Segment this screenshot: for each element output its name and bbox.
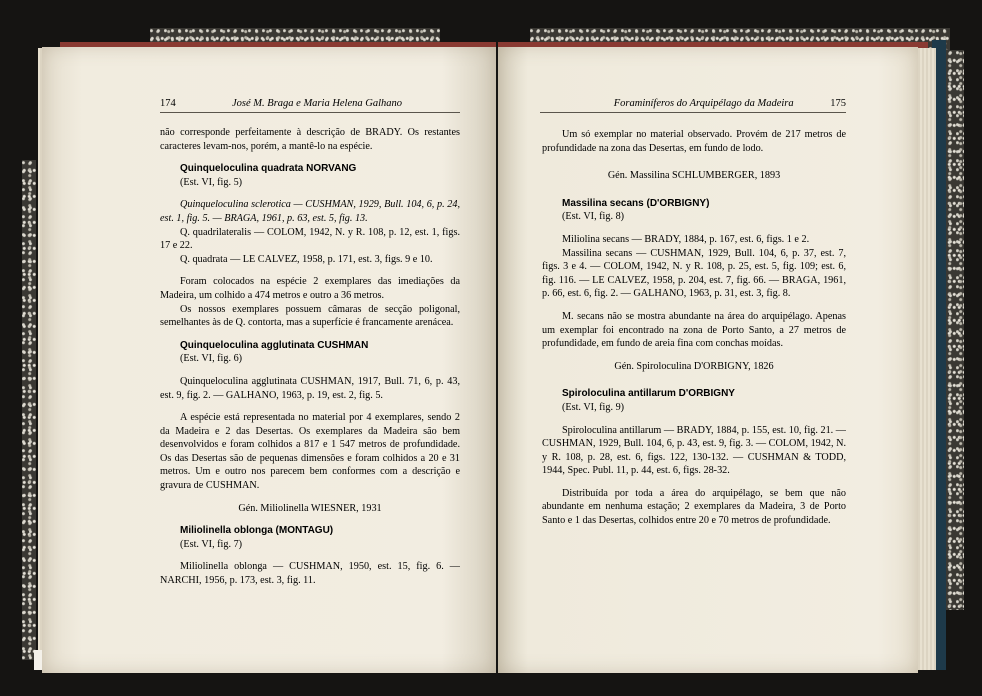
left-running-title: José M. Braga e Maria Helena Galhano <box>232 98 403 109</box>
taxon-heading: Spiroloculina antillarum D'ORBIGNY <box>562 388 735 400</box>
cover-left-board <box>22 160 36 660</box>
taxon-heading: Massilina secans (D'ORBIGNY) <box>562 197 710 209</box>
genus-heading: Gén. Spiroloculina D'ORBIGNY, 1826 <box>614 360 774 372</box>
taxon-heading: Miliolinella oblonga (MONTAGU) <box>180 525 334 537</box>
synonymy: Spiroloculina antillarum — BRADY, 1884, p. 155, est. 10, fig. 21. — CUSHMAN, 1929, Bull. 104, 6, p. 43, est. 9, fig. 3. — COLOM, 1942, N. y R. 108, p. 28, est. 6, figs. 122, 130-132. — CUSHMAN & TODD, 1944, Spec. Publ. 11, p. 44, est. 6, figs. 28-32. <box>542 424 846 477</box>
plate-reference: (Est. VI, fig. 6) <box>180 353 243 365</box>
taxon-heading: Quinqueloculina agglutinata CUSHMAN <box>180 339 369 351</box>
paragraph: A espécie está representada no material por 4 exemplares, sendo 2 da Madeira e 2 das Desertas. Os exemplares da Madeira são bem desenvolvidos e foram colhidos a 817 e 1 547 metros de profundidade. Os das Desertas são de pequenas dimensões e foram colhidos a 20 e 31 metros. Um e outro nos parecem bem conformes com a descrição e gravura de CUSHMAN. <box>160 412 460 492</box>
plate-reference: (Est. VI, fig. 5) <box>180 176 243 188</box>
plate-reference: (Est. VI, fig. 9) <box>562 401 625 413</box>
synonymy: Q. quadrilateralis — COLOM, 1942, N. y R. 108, p. 12, est. 1, figs. 17 e 22. <box>160 226 460 252</box>
synonymy: Miliolinella oblonga — CUSHMAN, 1950, est. 15, fig. 6. — NARCHI, 1956, p. 173, est. 3, fig. 11. <box>160 561 460 587</box>
genus-heading: Gén. Miliolinella WIESNER, 1931 <box>238 502 382 514</box>
synonymy: Quinqueloculina agglutinata CUSHMAN, 1917, Bull. 71, 6, p. 43, est. 9, fig. 2. — GALHANO, 1963, p. 19, est. 2, fig. 5. <box>160 375 460 401</box>
right-running-title: Foraminíferos do Arquipélago da Madeira <box>613 98 794 109</box>
right-page-number: 175 <box>830 98 846 109</box>
paragraph: Os nossos exemplares possuem câmaras de secção poligonal, semelhantes às de Q. contorta, mas a superfície é francamente arenácea. <box>160 303 460 329</box>
synonymy: Quinqueloculina sclerotica — CUSHMAN, 1929, Bull. 104, 6, p. 24, est. 1, fig. 5. — BRAGA, 1961, p. 63, est. 5, fig. 13. <box>160 199 460 224</box>
paragraph: não corresponde perfeitamente à descrição de BRADY. Os restantes caracteres levam-nos, porém, a mantê-lo na espécie. <box>160 127 460 152</box>
synonymy: Massilina secans — CUSHMAN, 1929, Bull. 104, 6, p. 37, est. 7, figs. 3 e 4. — COLOM, 1942, N. y R. 108, p. 25, est. 5, fig. 109; est. 6, fig. 116. — LE CALVEZ, 1958, p. 204, est. 7, fig. 66. — BRAGA, 1961, p. 66, est. 6, fig. 2. — GALHANO, 1963, p. 31, est. 3, fig. 8. <box>542 247 846 300</box>
paragraph: Foram colocados na espécie 2 exemplares das imediações da Madeira, um colhido a 474 metros e outro a 36 metros. <box>160 276 460 301</box>
right-body <box>542 128 846 528</box>
genus-heading: Gén. Massilina SCHLUMBERGER, 1893 <box>607 170 781 182</box>
paragraph: Um só exemplar no material observado. Provém de 217 metros de profundidade na zona das Desertas, em fundo de lodo. <box>542 129 846 154</box>
paragraph: M. secans não se mostra abundante na área do arquipélago. Apenas um exemplar foi encontrado na zona de Porto Santo, a 27 metros de profundidade, em fundo de areia fina com conchas moídas. <box>542 310 846 350</box>
white-slip <box>34 650 42 670</box>
left-body <box>160 126 460 588</box>
left-page-number: 174 <box>160 98 176 109</box>
paragraph: Distribuída por toda a área do arquipélago, se bem que não abundante em nenhuma estação; 2 exemplares da Madeira, 3 de Porto Santo e 1 das Desertas, colhidos entre 20 e 70 metros de profundidade. <box>542 487 846 527</box>
synonymy: Q. quadrata — LE CALVEZ, 1958, p. 171, est. 3, figs. 9 e 10. <box>180 253 433 265</box>
left-running-head <box>160 98 460 113</box>
plate-reference: (Est. VI, fig. 8) <box>562 211 625 223</box>
right-running-head <box>540 98 846 113</box>
synonymy: Miliolina secans — BRADY, 1884, p. 167, est. 6, figs. 1 e 2. <box>562 233 810 245</box>
taxon-heading: Quinqueloculina quadrata NORVANG <box>180 163 357 175</box>
plate-reference: (Est. VI, fig. 7) <box>180 538 243 550</box>
